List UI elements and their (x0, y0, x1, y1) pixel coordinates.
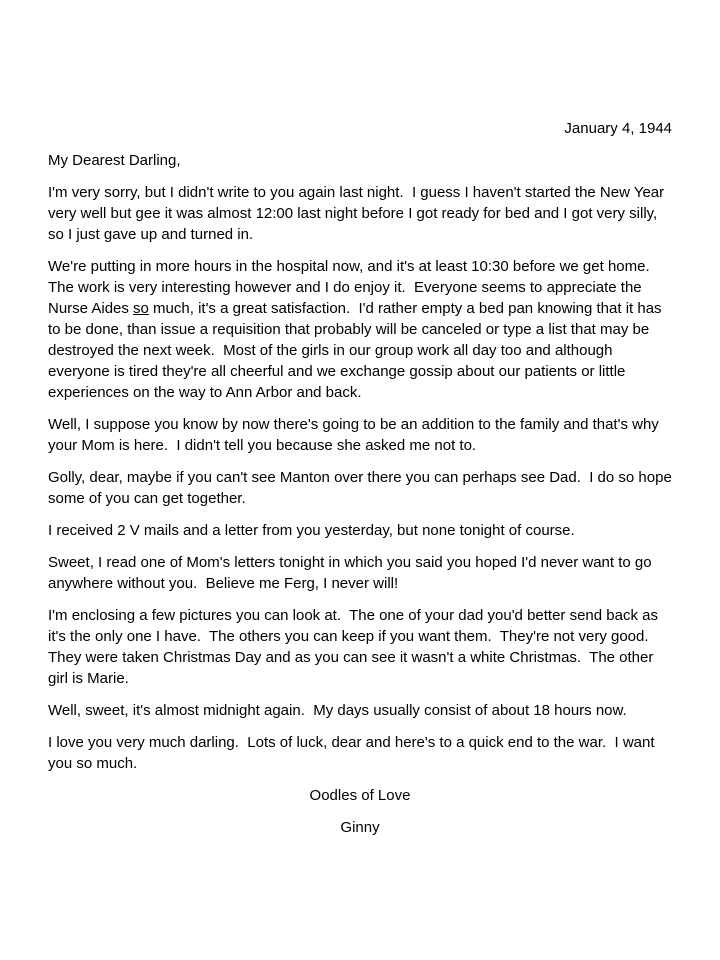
signature: Ginny (340, 819, 380, 836)
paragraph-2-after: much, it's a great satisfaction. I'd rather empty a bed pan knowing that it has to be done, than issue a requisition that probably will be canceled or type a list that may be destroyed the next week. Most of the girls in our group work all day too and although everyone is tired they're all cheerful and we exchange gossip about our patients or little experiences on the way to Ann Arbor and back. (48, 300, 666, 401)
paragraph-9: I love you very much darling. Lots of luck, dear and here's to a quick end to the war. I want you so much. (48, 734, 659, 772)
paragraph-3: Well, I suppose you know by now there's going to be an addition to the family and that's why your Mom is here. I didn't tell you because she asked me not to. (48, 416, 663, 454)
salutation: My Dearest Darling, (48, 152, 181, 169)
paragraph-8: Well, sweet, it's almost midnight again. My days usually consist of about 18 hours now. (48, 702, 627, 719)
paragraph-5: I received 2 V mails and a letter from you yesterday, but none tonight of course. (48, 522, 575, 539)
closing: Oodles of Love (309, 787, 411, 804)
paragraph-4: Golly, dear, maybe if you can't see Manton over there you can perhaps see Dad. I do so hope some of you can get together. (48, 469, 676, 507)
paragraph-6: Sweet, I read one of Mom's letters tonight in which you said you hoped I'd never want to go anywhere without you. Believe me Ferg, I never will! (48, 554, 656, 592)
paragraph-2-before: We're putting in more hours in the hospital now, and it's at least 10:30 before we get home. The work is very interesting however and I do enjoy it. Everyone seems to appreciate the Nurse Aides (48, 258, 658, 317)
paragraph-7: I'm enclosing a few pictures you can look at. The one of your dad you'd better send back as it's the only one I have. The others you can keep if you want them. They're not very good. They were taken Christmas Day and as you can see it wasn't a white Christmas. The other girl is Marie. (48, 607, 663, 687)
paragraph-2-underlined-word: so (133, 300, 149, 317)
letter-date: January 4, 1944 (564, 120, 672, 137)
paragraph-1: I'm very sorry, but I didn't write to you again last night. I guess I haven't started the New Year very well but gee it was almost 12:00 last night before I got ready for bed and I got very silly, so I just gave up and turned in. (48, 184, 669, 243)
paragraph-2 (48, 256, 672, 403)
